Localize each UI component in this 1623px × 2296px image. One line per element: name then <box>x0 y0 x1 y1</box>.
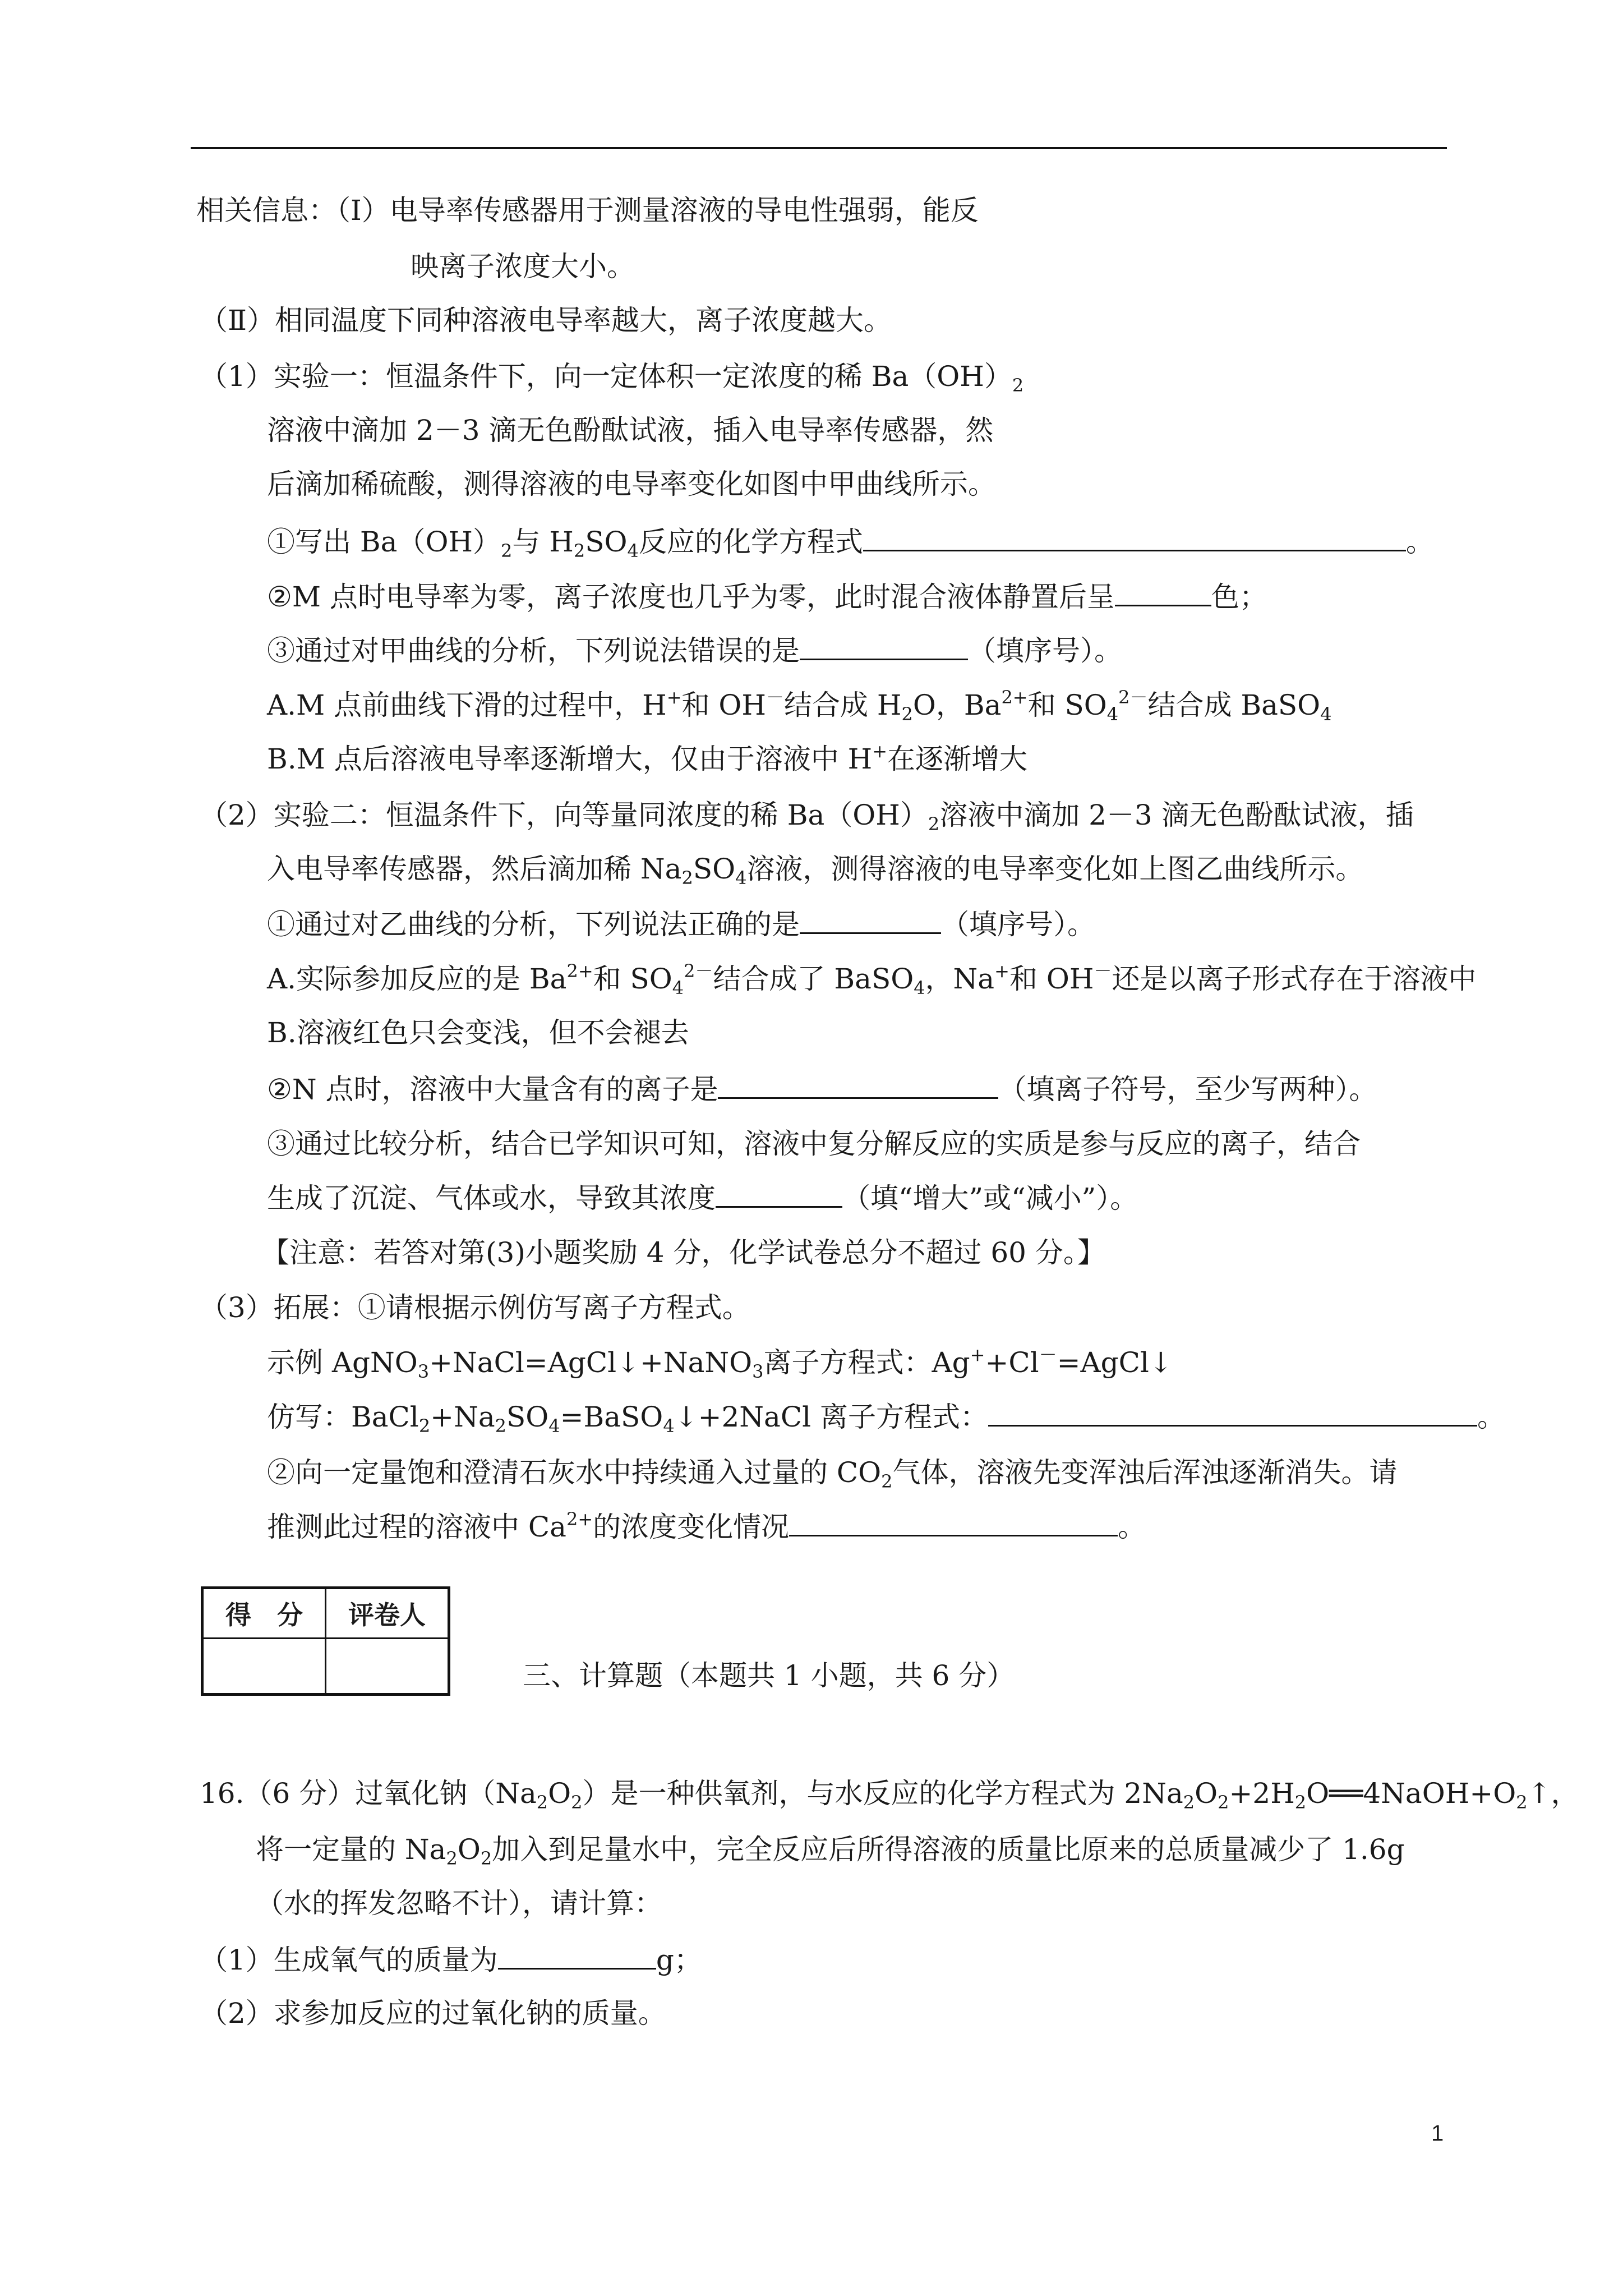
q2-sub-2: ②N 点时，溶液中大量含有的离子是 （填离子符号，至少写两种）。 <box>267 1069 1377 1109</box>
q2-option-a: A.实际参加反应的是 $Ba^{2+}$和 $SO_4^{2-}$结合成了 BaSO$_4$，Na+和 OH－还是以离子形式存在于溶液中 <box>267 960 1477 999</box>
score-table <box>201 1586 450 1696</box>
info-line-2: 映离子浓度大小。 <box>411 250 635 283</box>
q2-intro: （2）实验二：恒温条件下，向等量同浓度的稀 $Ba(OH)_2$溶液中滴加 2－3 滴无色酚酞试液，插 <box>200 799 1414 835</box>
q1-intro: （1）实验一：恒温条件下，向一定体积一定浓度的稀 $Ba(OH)_2$ <box>200 360 1024 396</box>
q16-sub-2: （2）求参加反应的过氧化钠的质量。 <box>200 1997 666 2030</box>
q1-sub-3: ③通过对甲曲线的分析，下列说法错误的是 （填序号）。 <box>267 631 1122 670</box>
score-cell[interactable] <box>202 1639 326 1695</box>
q3-sub-2-line-2: 推测此过程的溶液中 $Ca^{2+}$的浓度变化情况 。 <box>267 1507 1146 1547</box>
answer-blank-concentration[interactable] <box>716 1178 842 1208</box>
score-label: 得 分 <box>202 1588 326 1639</box>
q3-example: 示例 AgNO$_3$+NaCl=AgCl↓+NaNO$_3$离子方程式：Ag++Cl－=AgCl↓ <box>267 1344 1173 1382</box>
answer-blank-wrong-option[interactable] <box>800 631 968 660</box>
answer-blank-ca-trend[interactable] <box>789 1507 1118 1536</box>
grader-cell[interactable] <box>326 1639 449 1695</box>
answer-blank-correct-option[interactable] <box>800 904 941 934</box>
q2-line-2: 入电导率传感器，然后滴加稀 $Na_2SO_4$溶液，测得溶液的电导率变化如上图乙曲线所示。 <box>267 853 1364 889</box>
q3-sub-2-line-1: ②向一定量饱和澄清石灰水中持续通入过量的 $CO_2$气体，溶液先变浑浊后浑浊逐渐消失。请 <box>267 1456 1398 1492</box>
page-number: 1 <box>1431 2121 1444 2146</box>
q1-option-b: B.M 点后溶液电导率逐渐增大，仅由于溶液中 H+在逐渐增大 <box>267 740 1028 775</box>
header-rule <box>191 147 1447 149</box>
q16-line-2: 将一定量的 $Na_2O_2$加入到足量水中，完全反应后所得溶液的质量比原来的总质量减少了 1.6g <box>256 1833 1405 1869</box>
q2-sub-3-line-2: 生成了沉淀、气体或水，导致其浓度 （填“增大”或“减小”）。 <box>267 1178 1138 1218</box>
bonus-note: 【注意：若答对第(3)小题奖励 4 分，化学试卷总分不超过 60 分。】 <box>261 1236 1105 1269</box>
answer-blank-equation[interactable] <box>863 522 1406 551</box>
q3-intro: （3）拓展：①请根据示例仿写离子方程式。 <box>200 1291 750 1324</box>
q2-option-b: B.溶液红色只会变浅，但不会褪去 <box>267 1016 689 1049</box>
info-line-1: 相关信息：（Ⅰ）电导率传感器用于测量溶液的导电性强弱，能反 <box>196 194 979 227</box>
q2-sub-1: ①通过对乙曲线的分析，下列说法正确的是 （填序号）。 <box>267 904 1095 944</box>
q16-line-1: 16.（6 分）过氧化钠$(Na_2O_2)$是一种供氧剂，与水反应的化学方程式为 $2Na_2O_2+2H_2O══4NaOH+O_2↑$， <box>200 1777 1579 1813</box>
grader-label: 评卷人 <box>326 1588 449 1639</box>
answer-blank-oxygen-mass[interactable] <box>498 1940 656 1970</box>
answer-blank-ionic-equation[interactable] <box>988 1397 1477 1427</box>
info-line-3: （Ⅱ）相同温度下同种溶液电导率越大，离子浓度越大。 <box>200 304 892 337</box>
q16-sub-1: （1）生成氧气的质量为 g； <box>200 1940 702 1980</box>
answer-blank-color[interactable] <box>1115 577 1211 606</box>
q1-sub-1: ①写出 $Ba(OH)_2$与 $H_2SO_4$反应的化学方程式 。 <box>267 522 1434 562</box>
q2-sub-3-line-1: ③通过比较分析，结合已学知识可知，溶液中复分解反应的实质是参与反应的离子，结合 <box>267 1128 1361 1160</box>
q1-line-2: 溶液中滴加 2－3 滴无色酚酞试液，插入电导率传感器，然 <box>267 414 994 447</box>
q1-sub-2: ②M 点时电导率为零，离子浓度也几乎为零，此时混合液体静置后呈 色； <box>267 577 1267 616</box>
q3-imitation: 仿写：$BaCl_2+Na_2SO_4=BaSO_4↓+2NaCl$ 离子方程式： 。 <box>267 1397 1505 1437</box>
q16-line-3: （水的挥发忽略不计），请计算： <box>256 1887 662 1920</box>
q1-line-3: 后滴加稀硫酸，测得溶液的电导率变化如图中甲曲线所示。 <box>267 468 996 500</box>
q1-option-a: A.M 点前曲线下滑的过程中，H+和 OH－结合成 $H_2O$，$Ba^{2+}$和 $SO_4^{2-}$结合成 BaSO$_4$ <box>267 687 1332 725</box>
answer-blank-ions[interactable] <box>718 1069 998 1099</box>
section-3-title: 三、计算题（本题共 1 小题，共 6 分） <box>523 1659 1015 1692</box>
